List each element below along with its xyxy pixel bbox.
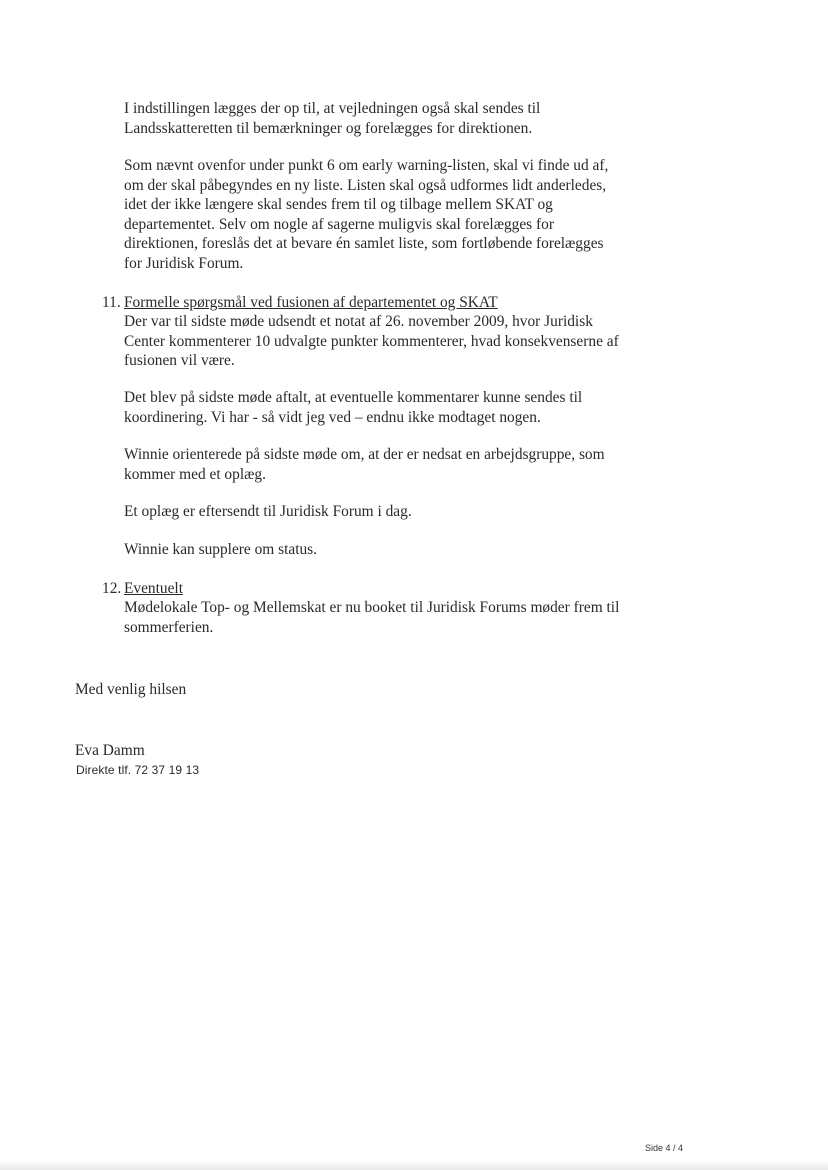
item-11-heading: Formelle spørgsmål ved fusionen af departementet og SKAT (124, 294, 498, 311)
item-11-paragraph-arbejdsgruppe: Winnie orienterede på sidste møde om, at der er nedsat en arbejdsgruppe, som kommer med et oplæg. (124, 446, 605, 483)
signature-phone: Direkte tlf. 72 37 19 13 (76, 763, 200, 777)
intro-paragraph-vejledning: I indstillingen lægges der op til, at vejledningen også skal sendes til Landsskatteretten til bemærkninger og forelægges for direktionen. (124, 100, 541, 137)
item-11-paragraph-oplaeg: Et oplæg er eftersendt til Juridisk Forum i dag. (124, 503, 412, 520)
item-12-number: 12. (102, 580, 122, 597)
item-11-paragraph-status: Winnie kan supplere om status. (124, 541, 318, 558)
scan-edge-shadow (0, 1160, 828, 1170)
item-12-paragraph-moedelokale: Mødelokale Top- og Mellemskat er nu booket til Juridisk Forums møder frem til sommerferien. (124, 599, 620, 636)
signature-name: Eva Damm (75, 742, 145, 759)
item-11-paragraph-notat: Der var til sidste møde udsendt et notat af 26. november 2009, hvor Juridisk Center kommenterer 10 udvalgte punkter kommenterer, hvad konsekvenserne af fusionen vil være. (124, 313, 619, 370)
item-11-number: 11. (102, 294, 121, 311)
item-12-heading: Eventuelt (124, 580, 183, 597)
page-number: Side 4 / 4 (645, 1143, 684, 1153)
intro-paragraph-early-warning: Som nævnt ovenfor under punkt 6 om early warning-listen, skal vi finde ud af, om der skal påbegyndes en ny liste. Listen skal også udformes lidt anderledes, idet der ikke længere skal sendes frem til og tilbage mellem SKAT og departementet. Selv om nogle af sagerne muligvis skal forelægges for direktionen, foreslås det at bevare én samlet liste, som fortløbende forelægges for Juridisk Forum. (124, 157, 609, 272)
closing-greeting: Med venlig hilsen (75, 681, 187, 698)
item-11-paragraph-kommentarer: Det blev på sidste møde aftalt, at eventuelle kommentarer kunne sendes til koordinering. Vi har - så vidt jeg ved – endnu ikke modtaget nogen. (124, 389, 583, 426)
